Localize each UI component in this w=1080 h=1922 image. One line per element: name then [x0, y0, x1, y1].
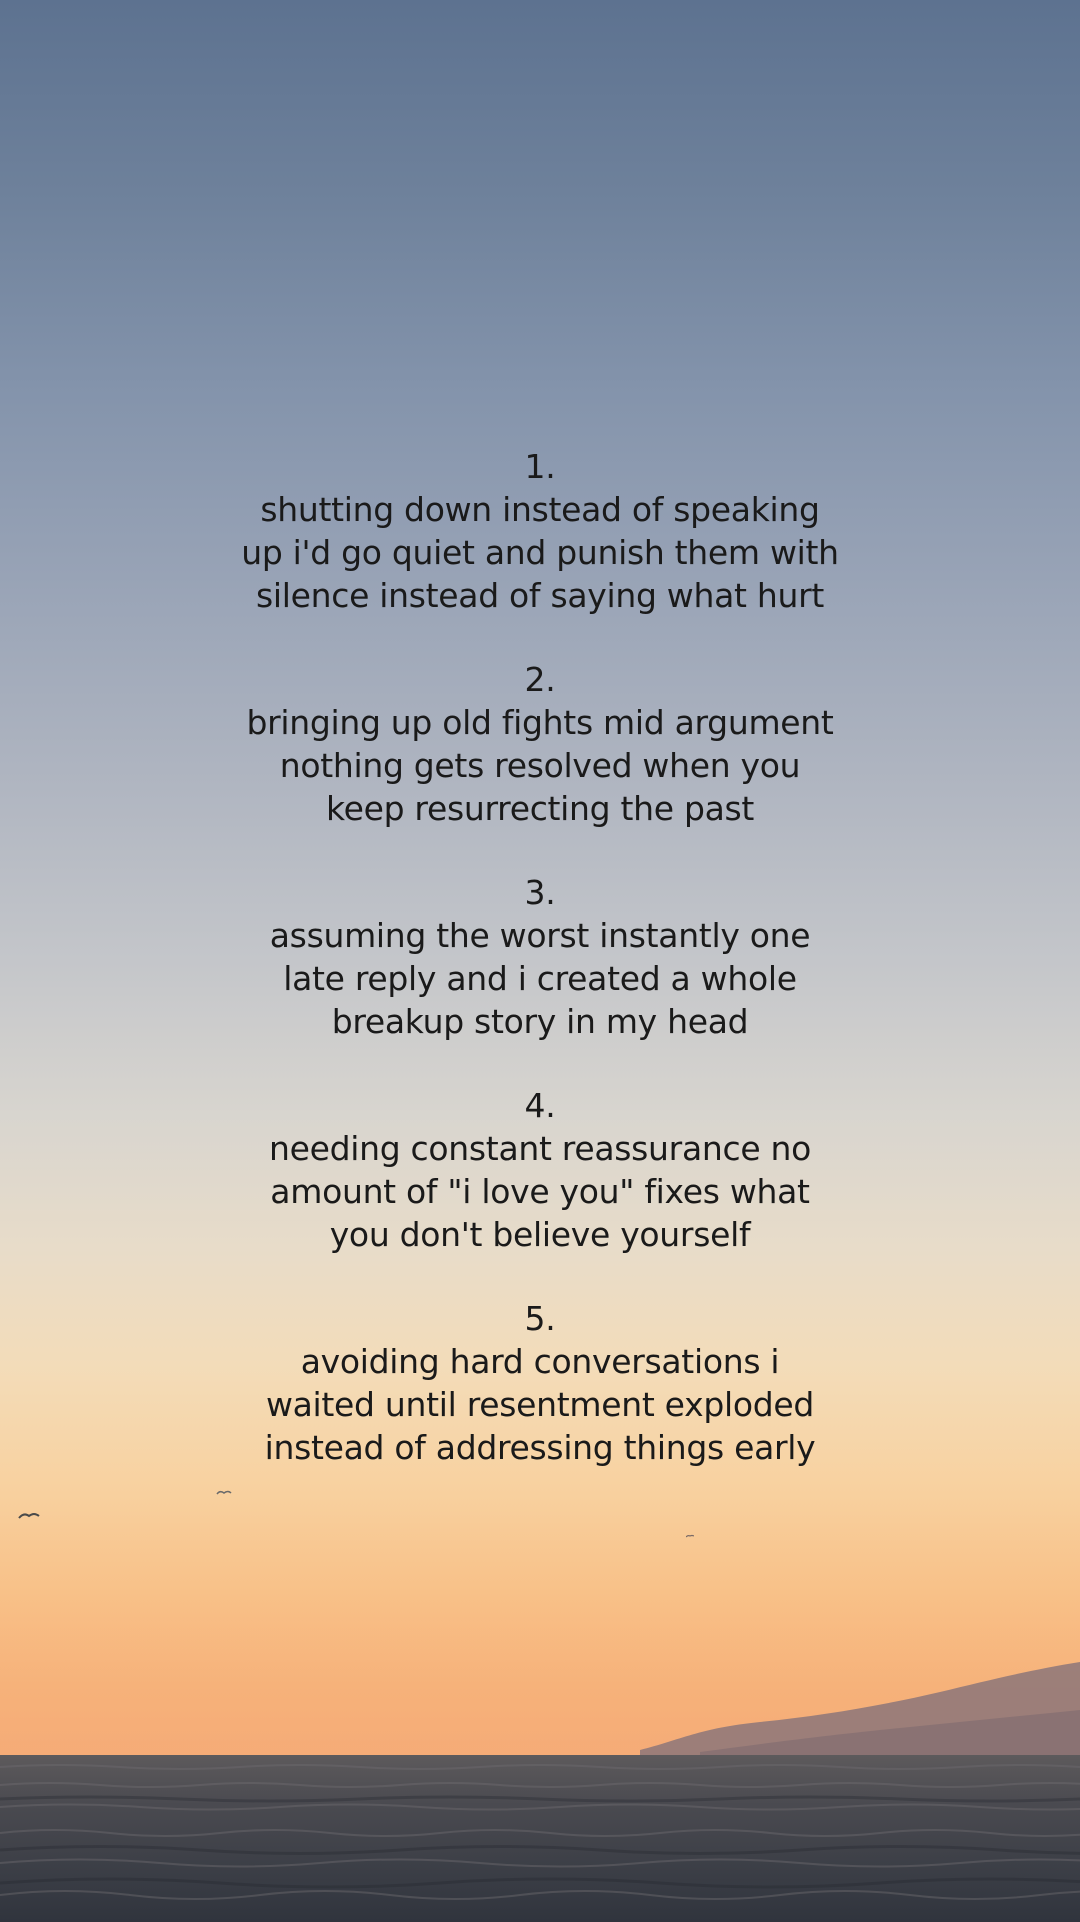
item-number: 1. [524, 447, 556, 486]
item-line: nothing gets resolved when you [279, 746, 801, 785]
bird-icon [18, 1510, 40, 1520]
item-line: shutting down instead of speaking [260, 490, 820, 529]
item-number: 4. [524, 1086, 556, 1125]
mountain-silhouette [0, 1640, 1080, 1760]
item-line: bringing up old fights mid argument [246, 703, 834, 742]
list-item [0, 1297, 1080, 1469]
item-line: late reply and i created a whole [283, 959, 797, 998]
sea-waves [0, 1755, 1080, 1922]
item-number: 5. [524, 1299, 556, 1338]
item-line: assuming the worst instantly one [269, 916, 811, 955]
item-line: amount of "i love you" fixes what [270, 1172, 810, 1211]
item-line: instead of addressing things early [264, 1428, 816, 1467]
item-line: avoiding hard conversations i [300, 1342, 780, 1381]
item-line: breakup story in my head [331, 1002, 749, 1041]
item-line: keep resurrecting the past [325, 789, 755, 828]
list-text [0, 445, 1080, 1510]
list-item [0, 445, 1080, 617]
item-line: you don't believe yourself [329, 1215, 751, 1254]
item-line: waited until resentment exploded [265, 1385, 815, 1424]
item-number: 3. [524, 873, 556, 912]
list-item [0, 871, 1080, 1043]
list-item [0, 1084, 1080, 1256]
item-number: 2. [524, 660, 556, 699]
item-line: needing constant reassurance no [268, 1129, 812, 1168]
item-line: up i'd go quiet and punish them with [241, 533, 839, 572]
item-line: silence instead of saying what hurt [255, 576, 824, 615]
list-item [0, 658, 1080, 830]
bird-icon [686, 1534, 694, 1538]
